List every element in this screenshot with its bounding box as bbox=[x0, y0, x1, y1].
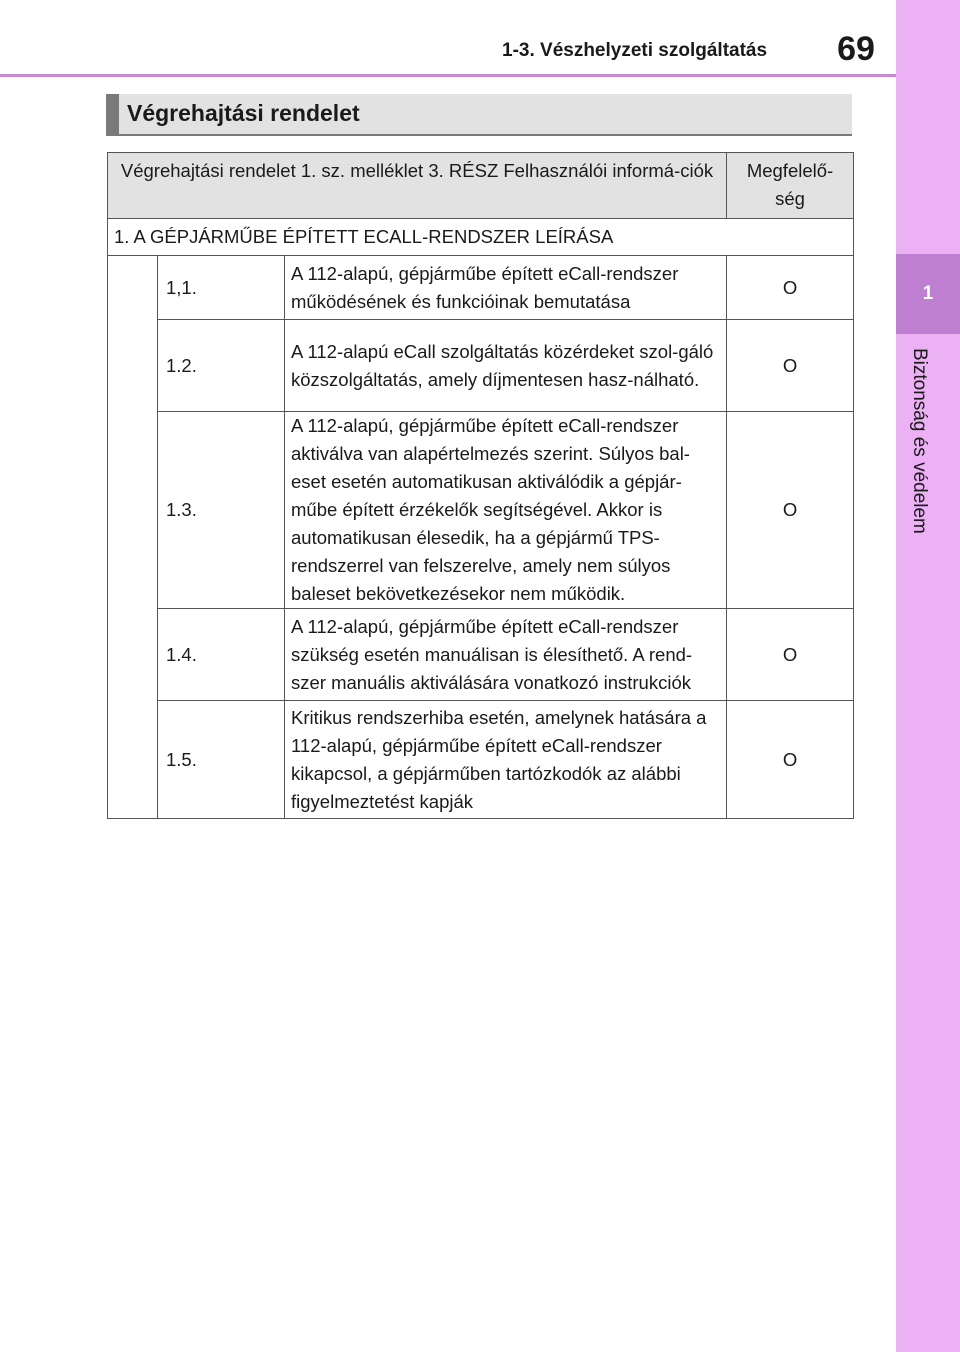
section-title: Végrehajtási rendelet bbox=[106, 94, 852, 136]
requirements-table bbox=[107, 152, 854, 819]
header-divider bbox=[0, 74, 896, 77]
row-compliance: O bbox=[727, 609, 854, 701]
row-text: Kritikus rendszerhiba esetén, amelynek hatására a 112-alapú, gépjárműbe épített eCall-rendszer kikapcsol, a gépjárműben tartózkodók az alábbi figyelmeztetést kapják bbox=[285, 701, 727, 819]
table-row bbox=[108, 609, 854, 701]
table-indent-cell bbox=[108, 256, 158, 819]
row-text: A 112-alapú, gépjárműbe épített eCall-rendszer működésének és funkcióinak bemutatása bbox=[285, 256, 727, 320]
row-text: A 112-alapú eCall szolgáltatás közérdeket szol-gáló közszolgáltatás, amely díjmentesen hasz-nálható. bbox=[285, 320, 727, 412]
row-number: 1.5. bbox=[158, 701, 285, 819]
row-number: 1.3. bbox=[158, 412, 285, 609]
row-text: A 112-alapú, gépjárműbe épített eCall-rendszer szükség esetén manuálisan is élesíthető. A rend-szer manuális aktiválására vonatkozó instrukciók bbox=[285, 609, 727, 701]
table-header-compliance: Megfelelő-ség bbox=[727, 153, 854, 219]
row-number: 1,1. bbox=[158, 256, 285, 320]
row-compliance: O bbox=[727, 320, 854, 412]
row-compliance: O bbox=[727, 412, 854, 609]
row-compliance: O bbox=[727, 701, 854, 819]
table-group-title: 1. A GÉPJÁRMŰBE ÉPÍTETT ECALL-RENDSZER LEÍRÁSA bbox=[108, 219, 854, 256]
row-number: 1.4. bbox=[158, 609, 285, 701]
page-number: 69 bbox=[837, 30, 875, 68]
row-compliance: O bbox=[727, 256, 854, 320]
row-number: 1.2. bbox=[158, 320, 285, 412]
chapter-label: Biztonság és védelem bbox=[909, 348, 930, 534]
table-row bbox=[108, 701, 854, 819]
table-header-regulation: Végrehajtási rendelet 1. sz. melléklet 3. RÉSZ Felhasználói informá-ciók bbox=[108, 153, 727, 219]
running-header-title: 1-3. Vészhelyzeti szolgáltatás bbox=[502, 40, 768, 61]
table-row bbox=[108, 320, 854, 412]
chapter-number: 1 bbox=[896, 254, 960, 334]
chapter-side-tab[interactable] bbox=[896, 0, 960, 1352]
table-row bbox=[108, 256, 854, 320]
row-text: A 112-alapú, gépjárműbe épített eCall-rendszer aktiválva van alapértelmezés szerint. Súlyos bal-eset esetén automatikusan aktiválódik a gépjár-műbe épített érzékelők segítségével. Akkor is automatikusan élesedik, ha a gépjármű TPS-rendszerrel van felszerelve, amely nem súlyos baleset bekövetkezésekor nem működik. bbox=[285, 412, 727, 609]
table-row bbox=[108, 412, 854, 609]
